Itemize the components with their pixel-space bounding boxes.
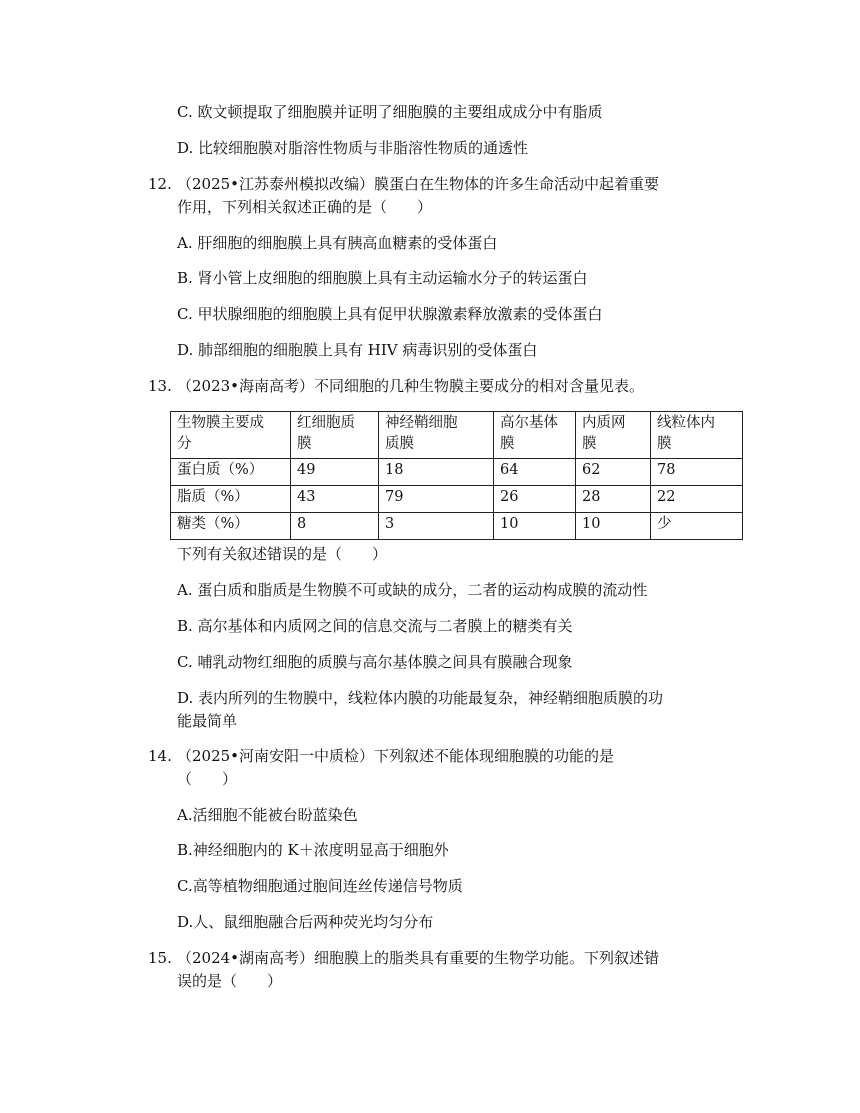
q14-number: 14.: [148, 747, 172, 765]
table-header-cell: 高尔基体 膜: [494, 412, 576, 459]
q12-stem-line2: 作用，下列相关叙述正确的是（ ）: [177, 198, 433, 216]
table-header-cell: 生物膜主要成 分: [171, 412, 291, 459]
membrane-composition-table: [170, 411, 743, 540]
q11-option-c: C. 欧文顿提取了细胞膜并证明了细胞膜的主要组成成分中有脂质: [177, 103, 603, 121]
table-cell: 脂质（%）: [171, 486, 291, 513]
q13-option-d-line2: 能最简单: [177, 712, 238, 730]
table-row-sugar: [171, 513, 743, 540]
q13-stem-line1: （2023•海南高考）不同细胞的几种生物膜主要成分的相对含量见表。: [177, 377, 645, 395]
q13-question: 下列有关叙述错误的是（ ）: [177, 545, 388, 563]
table-header-cell: 线粒体内 膜: [651, 412, 743, 459]
q14-option-d: D.人、鼠细胞融合后两种荧光均匀分布: [177, 913, 434, 931]
table-cell: 22: [651, 486, 743, 513]
table-header-cell: 红细胞质 膜: [291, 412, 379, 459]
q12-stem-line1: （2025•江苏泰州模拟改编）膜蛋白在生物体的许多生命活动中起着重要: [177, 175, 660, 193]
table-cell: 3: [379, 513, 494, 540]
table-cell: 79: [379, 486, 494, 513]
table-header-cell: 内质网 膜: [576, 412, 651, 459]
table-cell: 62: [576, 459, 651, 486]
q13-option-c: C. 哺乳动物红细胞的质膜与高尔基体膜之间具有膜融合现象: [177, 653, 573, 671]
table-cell: 49: [291, 459, 379, 486]
table-header-row: [171, 412, 743, 459]
q14-option-c: C.高等植物细胞通过胞间连丝传递信号物质: [177, 877, 463, 895]
q14-stem-line1: （2025•河南安阳一中质检）下列叙述不能体现细胞膜的功能的是: [177, 747, 615, 765]
table-cell: 10: [576, 513, 651, 540]
q12-option-c: C. 甲状腺细胞的细胞膜上具有促甲状腺激素释放激素的受体蛋白: [177, 305, 603, 323]
q13-number: 13.: [148, 377, 172, 395]
q15-stem-line1: （2024•湖南高考）细胞膜上的脂类具有重要的生物学功能。下列叙述错: [177, 949, 660, 967]
table-cell: 28: [576, 486, 651, 513]
table-row-lipid: [171, 486, 743, 513]
q13-option-b: B. 高尔基体和内质网之间的信息交流与二者膜上的糖类有关: [177, 617, 573, 635]
table-cell: 18: [379, 459, 494, 486]
table-cell: 少: [651, 513, 743, 540]
q12-option-b: B. 肾小管上皮细胞的细胞膜上具有主动运输水分子的转运蛋白: [177, 269, 588, 287]
q14-option-b: B.神经细胞内的 K＋浓度明显高于细胞外: [177, 841, 449, 859]
table-cell: 43: [291, 486, 379, 513]
q13-option-d: D. 表内所列的生物膜中，线粒体内膜的功能最复杂，神经鞘细胞质膜的功: [177, 689, 664, 707]
table-cell: 78: [651, 459, 743, 486]
q14-stem-line2: （ ）: [177, 770, 238, 788]
table-cell: 糖类（%）: [171, 513, 291, 540]
q12-number: 12.: [148, 175, 172, 193]
q13-option-a: A. 蛋白质和脂质是生物膜不可或缺的成分，二者的运动构成膜的流动性: [177, 581, 648, 599]
table-cell: 64: [494, 459, 576, 486]
table-cell: 8: [291, 513, 379, 540]
table-cell: 10: [494, 513, 576, 540]
table-cell: 蛋白质（%）: [171, 459, 291, 486]
q11-option-d: D. 比较细胞膜对脂溶性物质与非脂溶性物质的通透性: [177, 139, 529, 157]
q15-number: 15.: [148, 949, 172, 967]
table-cell: 26: [494, 486, 576, 513]
table-header-cell: 神经鞘细胞 质膜: [379, 412, 494, 459]
q14-option-a: A.活细胞不能被台盼蓝染色: [177, 806, 358, 824]
q12-option-a: A. 肝细胞的细胞膜上具有胰高血糖素的受体蛋白: [177, 234, 498, 252]
q12-option-d: D. 肺部细胞的细胞膜上具有 HIV 病毒识别的受体蛋白: [177, 341, 538, 359]
q15-stem-line2: 误的是（ ）: [177, 972, 283, 990]
table-row-protein: [171, 459, 743, 486]
